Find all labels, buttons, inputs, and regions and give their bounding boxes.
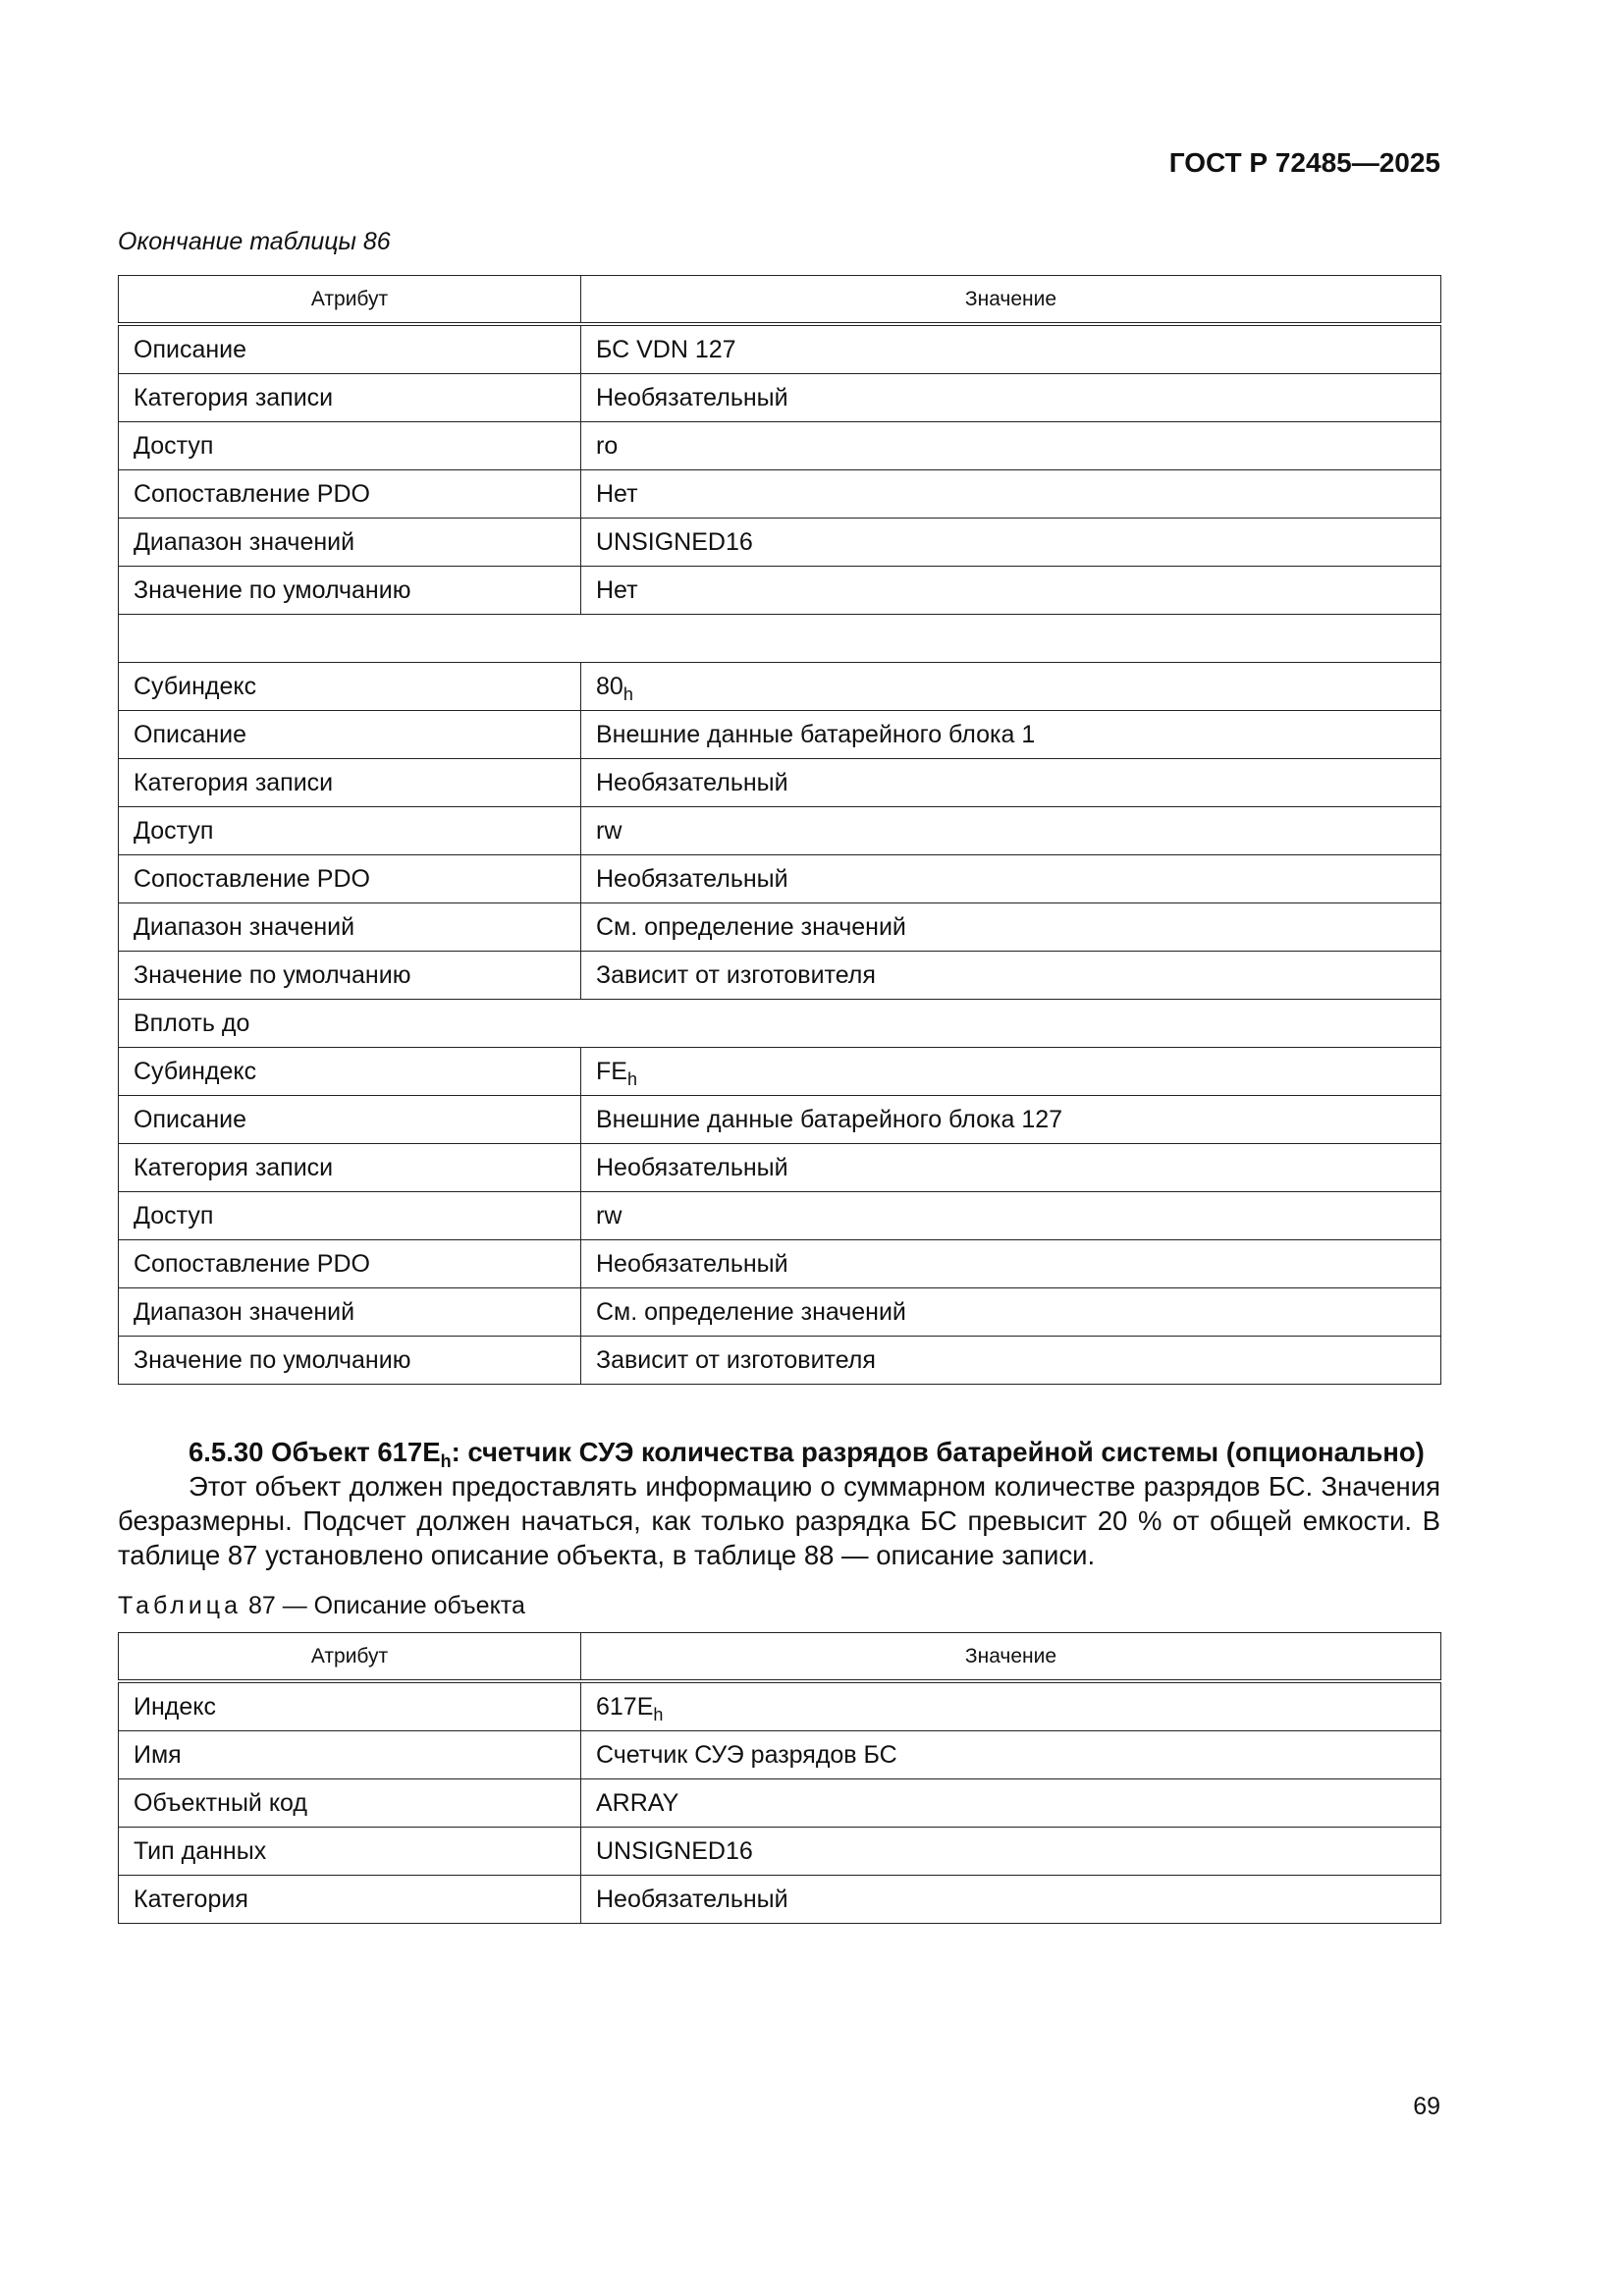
table-row <box>119 1731 1441 1779</box>
attribute-cell: Сопоставление PDO <box>119 855 581 903</box>
value-cell: Необязательный <box>581 374 1441 422</box>
table-row <box>119 1681 1441 1731</box>
value-cell: Необязательный <box>581 1876 1441 1924</box>
value-cell: Внешние данные батарейного блока 127 <box>581 1096 1441 1144</box>
table-87 <box>118 1632 1441 1924</box>
column-header-attribute: Атрибут <box>119 1633 581 1682</box>
value-cell: Зависит от изготовителя <box>581 1337 1441 1385</box>
attribute-cell: Сопоставление PDO <box>119 1240 581 1288</box>
table-row <box>119 1048 1441 1096</box>
value-cell: $80_h$ <box>581 663 1441 711</box>
attribute-cell: Категория записи <box>119 1144 581 1192</box>
value-cell: $FE_h$ <box>581 1048 1441 1096</box>
attribute-cell: Описание <box>119 711 581 759</box>
attribute-cell: Категория <box>119 1876 581 1924</box>
table-row <box>119 1828 1441 1876</box>
table-row <box>119 519 1441 567</box>
table-86 <box>118 275 1441 1385</box>
column-header-value: Значение <box>581 1633 1441 1682</box>
attribute-cell: Категория записи <box>119 374 581 422</box>
table-row <box>119 1288 1441 1337</box>
attribute-cell: Диапазон значений <box>119 1288 581 1337</box>
value-cell: Нет <box>581 567 1441 615</box>
attribute-cell: Доступ <box>119 807 581 855</box>
table-row <box>119 1337 1441 1385</box>
value-cell: UNSIGNED16 <box>581 1828 1441 1876</box>
attribute-cell: Значение по умолчанию <box>119 952 581 1000</box>
table-row <box>119 663 1441 711</box>
value-cell: Необязательный <box>581 1144 1441 1192</box>
table-header-row <box>119 1633 1441 1682</box>
table-row <box>119 711 1441 759</box>
attribute-cell: Значение по умолчанию <box>119 567 581 615</box>
attribute-cell: Тип данных <box>119 1828 581 1876</box>
value-cell: Счетчик СУЭ разрядов БС <box>581 1731 1441 1779</box>
value-cell: Необязательный <box>581 759 1441 807</box>
table-row <box>119 567 1441 615</box>
attribute-cell: Имя <box>119 1731 581 1779</box>
table-row <box>119 1779 1441 1828</box>
value-cell: См. определение значений <box>581 1288 1441 1337</box>
value-cell: rw <box>581 1192 1441 1240</box>
attribute-cell: Диапазон значений <box>119 903 581 952</box>
value-cell: Зависит от изготовителя <box>581 952 1441 1000</box>
table-header-row <box>119 276 1441 325</box>
section-heading: 6.5.30 Объект $617E_h$: счетчик СУЭ количества разрядов батарейной системы (опционально) <box>189 1437 1425 1471</box>
attribute-cell: Индекс <box>119 1681 581 1731</box>
value-cell: Нет <box>581 470 1441 519</box>
attribute-cell: Субиндекс <box>119 663 581 711</box>
document-code: ГОСТ Р 72485—2025 <box>1168 147 1440 178</box>
value-cell: UNSIGNED16 <box>581 519 1441 567</box>
value-cell: Необязательный <box>581 855 1441 903</box>
column-header-value: Значение <box>581 276 1441 325</box>
value-cell: Необязательный <box>581 1240 1441 1288</box>
table-row <box>119 952 1441 1000</box>
table-row <box>119 422 1441 470</box>
table-row <box>119 1192 1441 1240</box>
table-87-caption: Таблица 87 — Описание объекта <box>118 1592 525 1619</box>
attribute-cell: Значение по умолчанию <box>119 1337 581 1385</box>
full-width-cell: Вплоть до <box>119 1000 1441 1048</box>
column-header-attribute: Атрибут <box>119 276 581 325</box>
value-cell: БС VDN 127 <box>581 324 1441 374</box>
value-cell: rw <box>581 807 1441 855</box>
section-paragraph: Этот объект должен предоставлять информацию о суммарном количестве разрядов БС. Значения безразмерны. Подсчет должен начаться, как только разрядка БС превысит 20 % от общей емкости. В таблице 87 установлено описание объекта, в таблице 88 — описание записи. <box>118 1471 1440 1570</box>
attribute-cell: Диапазон значений <box>119 519 581 567</box>
table-row <box>119 759 1441 807</box>
page-number: 69 <box>1413 2093 1440 2120</box>
table-row <box>119 1096 1441 1144</box>
attribute-cell: Доступ <box>119 1192 581 1240</box>
value-cell: Внешние данные батарейного блока 1 <box>581 711 1441 759</box>
table-row <box>119 1240 1441 1288</box>
attribute-cell: Доступ <box>119 422 581 470</box>
value-cell: ro <box>581 422 1441 470</box>
value-cell: См. определение значений <box>581 903 1441 952</box>
attribute-cell: Описание <box>119 324 581 374</box>
table-row <box>119 374 1441 422</box>
attribute-cell: Описание <box>119 1096 581 1144</box>
attribute-cell: Категория записи <box>119 759 581 807</box>
table-row <box>119 615 1441 663</box>
table-row <box>119 903 1441 952</box>
value-cell: ARRAY <box>581 1779 1441 1828</box>
table-row <box>119 470 1441 519</box>
table-row <box>119 1144 1441 1192</box>
attribute-cell: Объектный код <box>119 1779 581 1828</box>
table-row <box>119 324 1441 374</box>
table-row <box>119 1000 1441 1048</box>
full-width-cell <box>119 615 1441 663</box>
section-6-5-30 <box>118 1435 1440 1572</box>
table-row <box>119 855 1441 903</box>
table-86-caption: Окончание таблицы 86 <box>118 228 391 255</box>
table-row <box>119 1876 1441 1924</box>
table-row <box>119 807 1441 855</box>
attribute-cell: Сопоставление PDO <box>119 470 581 519</box>
value-cell: $617E_h$ <box>581 1681 1441 1731</box>
attribute-cell: Субиндекс <box>119 1048 581 1096</box>
